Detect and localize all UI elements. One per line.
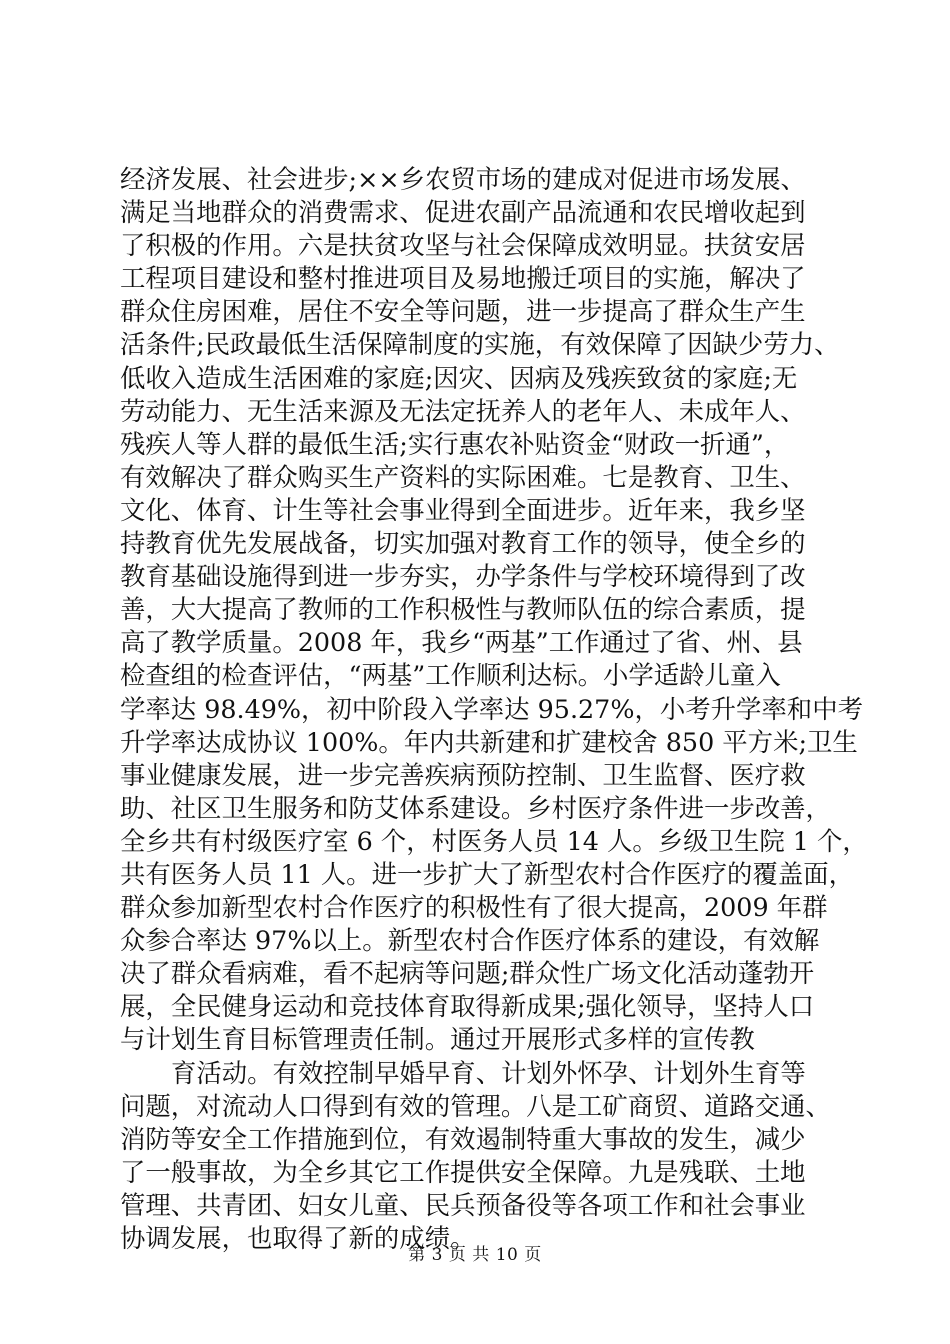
text-line-22: 共有医务人员 11 人。进一步扩大了新型农村合作医疗的覆盖面， — [120, 858, 854, 889]
text-line-16: 检查组的检查评估，“两基”工作顺利达标。小学适龄儿童入 — [120, 660, 781, 691]
text-line-27: 与计划生育目标管理责任制。通过开展形式多样的宣传教 — [120, 1024, 755, 1055]
text-line-31: 了一般事故，为全乡其它工作提供安全保障。九是残联、土地 — [120, 1156, 806, 1187]
text-line-1: 经济发展、社会进步;××乡农贸市场的建成对促进市场发展、 — [120, 164, 806, 194]
text-line-25: 决了群众看病难，看不起病等问题;群众性广场文化活动蓬勃开 — [120, 958, 815, 989]
text-line-33: 协调发展，也取得了新的成绩。 — [120, 1223, 476, 1253]
text-line-28: 育活动。有效控制早婚早育、计划外怀孕、计划外生育等 — [171, 1057, 806, 1088]
text-line-26: 展，全民健身运动和竞技体育取得新成果;强化领导，坚持人口 — [120, 991, 815, 1022]
text-line-11: 文化、体育、计生等社会事业得到全面进步。近年来，我乡坚 — [120, 494, 806, 525]
text-line-18: 升学率达成协议 100%。年内共新建和扩建校舍 850 平方米;卫生 — [120, 726, 858, 757]
text-line-23: 群众参加新型农村合作医疗的积极性有了很大提高，2009 年群 — [120, 892, 828, 923]
text-line-6: 活条件;民政最低生活保障制度的实施，有效保障了因缺少劳力、 — [120, 329, 840, 360]
text-line-15: 高了教学质量。2008 年，我乡“两基”工作通过了省、州、县 — [120, 627, 803, 658]
text-line-9: 残疾人等人群的最低生活;实行惠农补贴资金“财政一折通”， — [120, 428, 790, 459]
text-line-20: 助、社区卫生服务和防艾体系建设。乡村医疗条件进一步改善， — [120, 792, 831, 823]
text-line-4: 工程项目建设和整村推进项目及易地搬迁项目的实施，解决了 — [120, 263, 806, 294]
text-line-13: 教育基础设施得到进一步夯实，办学条件与学校环境得到了改 — [120, 561, 806, 592]
text-line-21: 全乡共有村级医疗室 6 个，村医务人员 14 人。乡级卫生院 1 个， — [120, 825, 868, 856]
text-line-8: 劳动能力、无生活来源及无法定抚养人的老年人、未成年人、 — [120, 395, 806, 426]
text-line-24: 众参合率达 97%以上。新型农村合作医疗体系的建设，有效解 — [120, 925, 820, 956]
text-line-19: 事业健康发展，进一步完善疾病预防控制、卫生监督、医疗救 — [120, 759, 806, 790]
text-line-7: 低收入造成生活困难的家庭;因灾、因病及残疾致贫的家庭;无 — [120, 362, 798, 393]
text-line-17: 学率达 98.49%，初中阶段入学率达 95.27%，小考升学率和中考 — [120, 693, 863, 724]
text-line-3: 了积极的作用。六是扶贫攻坚与社会保障成效明显。扶贫安居 — [120, 230, 806, 261]
text-line-14: 善，大大提高了教师的工作积极性与教师队伍的综合素质，提 — [120, 594, 806, 625]
text-line-12: 持教育优先发展战备，切实加强对教育工作的领导，使全乡的 — [120, 528, 806, 559]
page-number-footer: 第 3 页 共 10 页 — [408, 1245, 542, 1265]
text-line-29: 问题，对流动人口得到有效的管理。八是工矿商贸、道路交通、 — [120, 1090, 831, 1121]
text-line-32: 管理、共青团、妇女儿童、民兵预备役等各项工作和社会事业 — [120, 1189, 806, 1220]
text-line-30: 消防等安全工作措施到位，有效遏制特重大事故的发生，减少 — [120, 1123, 806, 1154]
text-line-5: 群众住房困难，居住不安全等问题，进一步提高了群众生产生 — [120, 296, 806, 327]
text-line-2: 满足当地群众的消费需求、促进农副产品流通和农民增收起到 — [120, 197, 806, 228]
text-line-10: 有效解决了群众购买生产资料的实际困难。七是教育、卫生、 — [120, 461, 806, 492]
document-body — [120, 163, 868, 1255]
